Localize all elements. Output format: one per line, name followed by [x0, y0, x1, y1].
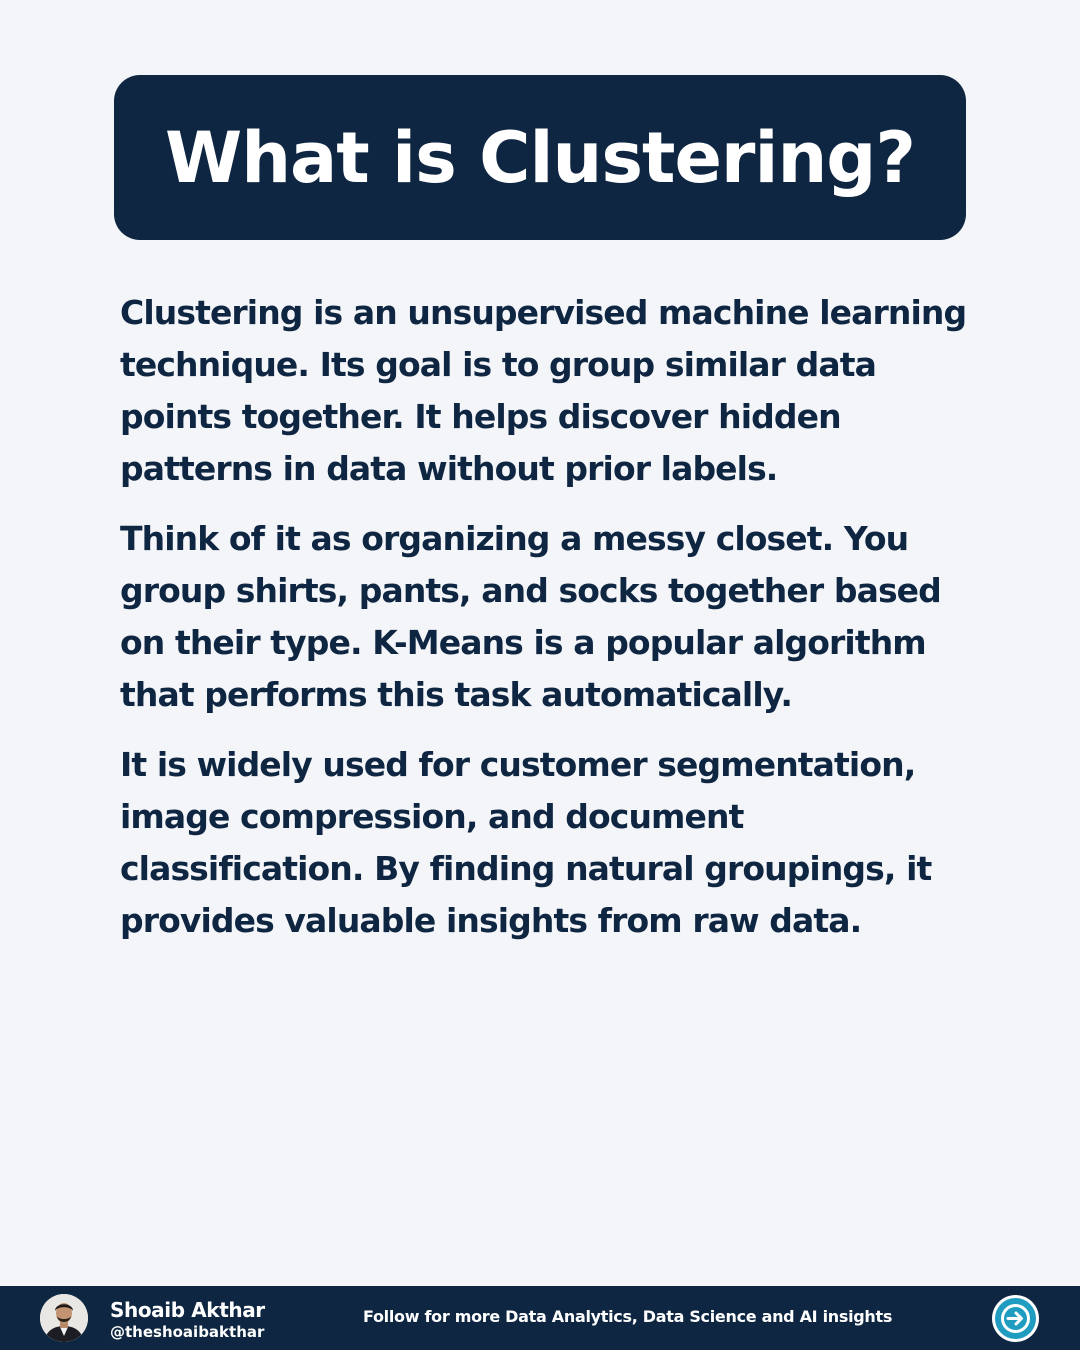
author-handle[interactable]: @theshoaibakthar: [110, 1323, 265, 1341]
body-text: [120, 287, 970, 965]
title-card: [114, 75, 966, 240]
paragraph-analogy: Think of it as organizing a messy closet. You group shirts, pants, and socks together based on their type. K-Means is a popular algorithm that performs this task automatically.: [120, 519, 941, 714]
follow-cta-text: Follow for more Data Analytics, Data Science and AI insights: [363, 1307, 893, 1326]
footer-bar: [0, 1286, 1080, 1350]
paragraph-applications: It is widely used for customer segmentation, image compression, and document classification. By finding natural groupings, it provides valuable insights from raw data.: [120, 745, 932, 940]
page-title: What is Clustering?: [164, 116, 915, 199]
paragraph-definition: Clustering is an unsupervised machine learning technique. Its goal is to group similar data points together. It helps discover hidden patterns in data without prior labels.: [120, 293, 967, 488]
next-slide-button[interactable]: [992, 1295, 1039, 1342]
author-name: Shoaib Akthar: [110, 1298, 265, 1322]
arrow-right-circle-icon: [995, 1298, 1036, 1339]
profile-photo-icon: [40, 1294, 88, 1342]
avatar[interactable]: [40, 1294, 88, 1342]
